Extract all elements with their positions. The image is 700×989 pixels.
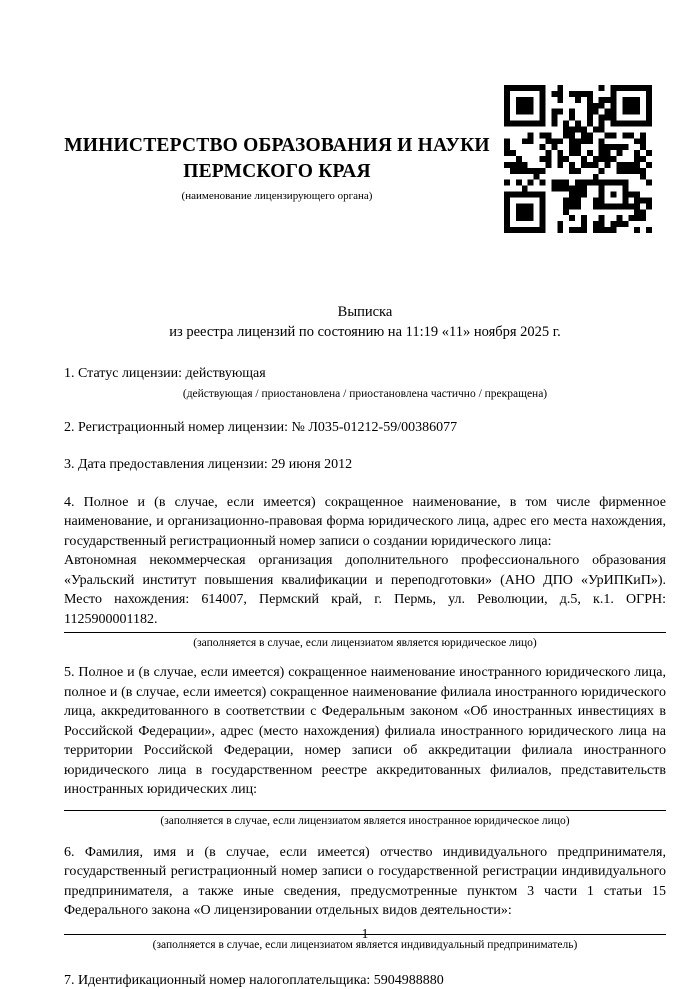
taxpayer-number-text: 7. Идентификационный номер налогоплательщика: 5904988880 bbox=[64, 972, 444, 988]
license-status-options-note: (действующая / приостановлена / приостановлена частично / прекращена) bbox=[182, 387, 548, 400]
licensing-authority-block bbox=[64, 133, 490, 202]
licensing-authority-caption: (наименование лицензирующего органа) bbox=[181, 190, 373, 202]
qr-code bbox=[504, 85, 652, 233]
item-legal-entity bbox=[64, 493, 666, 651]
page-number: 1 bbox=[361, 926, 369, 941]
individual-entrepreneur-fill-note: (заполняется в случае, если лицензиатом является индивидуальный предприниматель) bbox=[152, 938, 578, 951]
license-status-text: 1. Статус лицензии: действующая bbox=[64, 366, 266, 381]
item-taxpayer-number bbox=[64, 971, 666, 989]
document-title-block bbox=[64, 303, 666, 342]
qr-code-icon bbox=[504, 85, 652, 233]
item-grant-date bbox=[64, 455, 666, 475]
registration-number-text: 2. Регистрационный номер лицензии: № Л035-01212-59/00386077 bbox=[64, 419, 458, 435]
legal-entity-fill-note: (заполняется в случае, если лицензиатом является юридическое лицо) bbox=[193, 637, 537, 649]
document-subtitle: из реестра лицензий по состоянию на 11:19 «11» ноября 2025 г. bbox=[169, 323, 561, 340]
legal-entity-value: Автономная некоммерческая организация дополнительного профессионального образования «Уральский институт повышения квалификации и переподготовки» (АНО ДПО «УрИПКиП»). Место нахождения: 614007, Пермский край, г. Пермь, ул. Революции, д.5, к.1. ОГРН: 1125900001182. bbox=[64, 553, 666, 627]
ministry-name-line1: МИНИСТЕРСТВО ОБРАЗОВАНИЯ И НАУКИ bbox=[64, 135, 490, 156]
item-license-status bbox=[64, 364, 666, 401]
grant-date-text: 3. Дата предоставления лицензии: 29 июня 2012 bbox=[64, 457, 353, 472]
document-header bbox=[64, 85, 666, 233]
individual-entrepreneur-label: 6. Фамилия, имя и (в случае, если имеется) отчество индивидуального предпринимателя, государственный регистрационный номер записи о государственной регистрации индивидуального предпринимателя, а также иные сведения, предусмотренные пунктом 3 части 1 статьи 15 Федерального закона «О лицензировании отдельных видов деятельности»: bbox=[64, 844, 666, 918]
ministry-name bbox=[64, 133, 490, 185]
fill-line-legal-entity bbox=[64, 632, 666, 633]
item-registration-number bbox=[64, 418, 666, 438]
fill-line-foreign-entity bbox=[64, 810, 666, 811]
item-foreign-entity bbox=[64, 663, 666, 828]
foreign-entity-fill-note: (заполняется в случае, если лицензиатом является иностранное юридическое лицо) bbox=[160, 814, 570, 827]
legal-entity-label: 4. Полное и (в случае, если имеется) сокращенное наименование, в том числе фирменное наименование, и организационно-правовая форма юридического лица, адрес его места нахождения, государственный регистрационный номер записи о создании юридического лица: bbox=[64, 494, 666, 549]
foreign-entity-label: 5. Полное и (в случае, если имеется) сокращенное наименование иностранного юридического лица, полное и (в случае, если имеется) сокращенное наименование филиала иностранного юридического лица, аккредитованного в соответствии с Федеральным законом «Об иностранных инвестициях в Российской Федерации», адрес (место нахождения) филиала иностранного юридического лица на территории Российской Федерации, номер записи об аккредитации филиала иностранного юридического лица в государственном реестре аккредитованных филиалов, представительств иностранных юридических лиц: bbox=[64, 665, 666, 797]
ministry-name-line2: ПЕРМСКОГО КРАЯ bbox=[183, 161, 371, 182]
document-title: Выписка bbox=[337, 304, 393, 320]
